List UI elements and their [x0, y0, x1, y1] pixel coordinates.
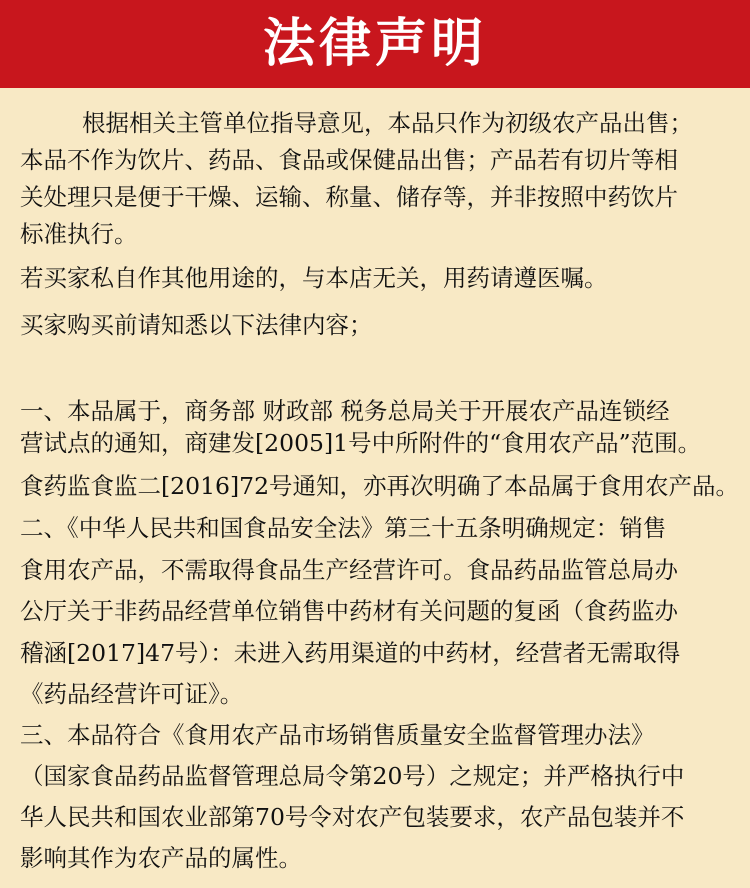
paragraph-line: 影响其作为农产品的属性。	[20, 844, 302, 872]
paragraph-line: 华人民共和国农业部第70号令对农产包装要求，农产品包装并不	[20, 803, 685, 831]
paragraph-line: （国家食品药品监督管理总局令第20号）之规定；并严格执行中	[20, 762, 685, 790]
paragraph-line: 一、本品属于，商务部 财政部 税务总局关于开展农产品连锁经	[20, 397, 670, 425]
paragraph-line: 公厅关于非药品经营单位销售中药材有关问题的复函（食药监办	[20, 597, 678, 625]
paragraph-line: 食用农产品，不需取得食品生产经营许可。食品药品监管总局办	[20, 556, 678, 584]
paragraph-line: 稽涵[2017]47号）：未进入药用渠道的中药材，经营者无需取得	[20, 639, 681, 667]
header-banner	[0, 0, 750, 88]
paragraph-line: 营试点的通知，商建发[2005]1号中所附件的“食用农产品”范围。	[20, 429, 702, 457]
page-title: 法律声明	[262, 14, 487, 74]
paragraph-line: 买家购买前请知悉以下法律内容；	[20, 311, 373, 339]
paragraph-line: 根据相关主管单位指导意见，本品只作为初级农产品出售；	[82, 109, 693, 137]
legal-statement-body	[0, 88, 750, 888]
paragraph-line: 若买家私自作其他用途的，与本店无关，用药请遵医嘱。	[20, 264, 608, 292]
paragraph-line: 关处理只是便于干燥、运输、称量、储存等，并非按照中药饮片	[20, 183, 678, 211]
paragraph-line: 三、本品符合《食用农产品市场销售质量安全监督管理办法》	[20, 721, 655, 749]
paragraph-line: 二、《中华人民共和国食品安全法》第三十五条明确规定：销售	[20, 514, 667, 542]
paragraph-line: 标准执行。	[20, 220, 138, 248]
paragraph-line: 食药监食监二[2016]72号通知，亦再次明确了本品属于食用农产品。	[20, 472, 740, 500]
paragraph-line: 《药品经营许可证》。	[20, 680, 244, 708]
paragraph-line: 本品不作为饮片、药品、食品或保健品出售；产品若有切片等相	[20, 146, 678, 174]
